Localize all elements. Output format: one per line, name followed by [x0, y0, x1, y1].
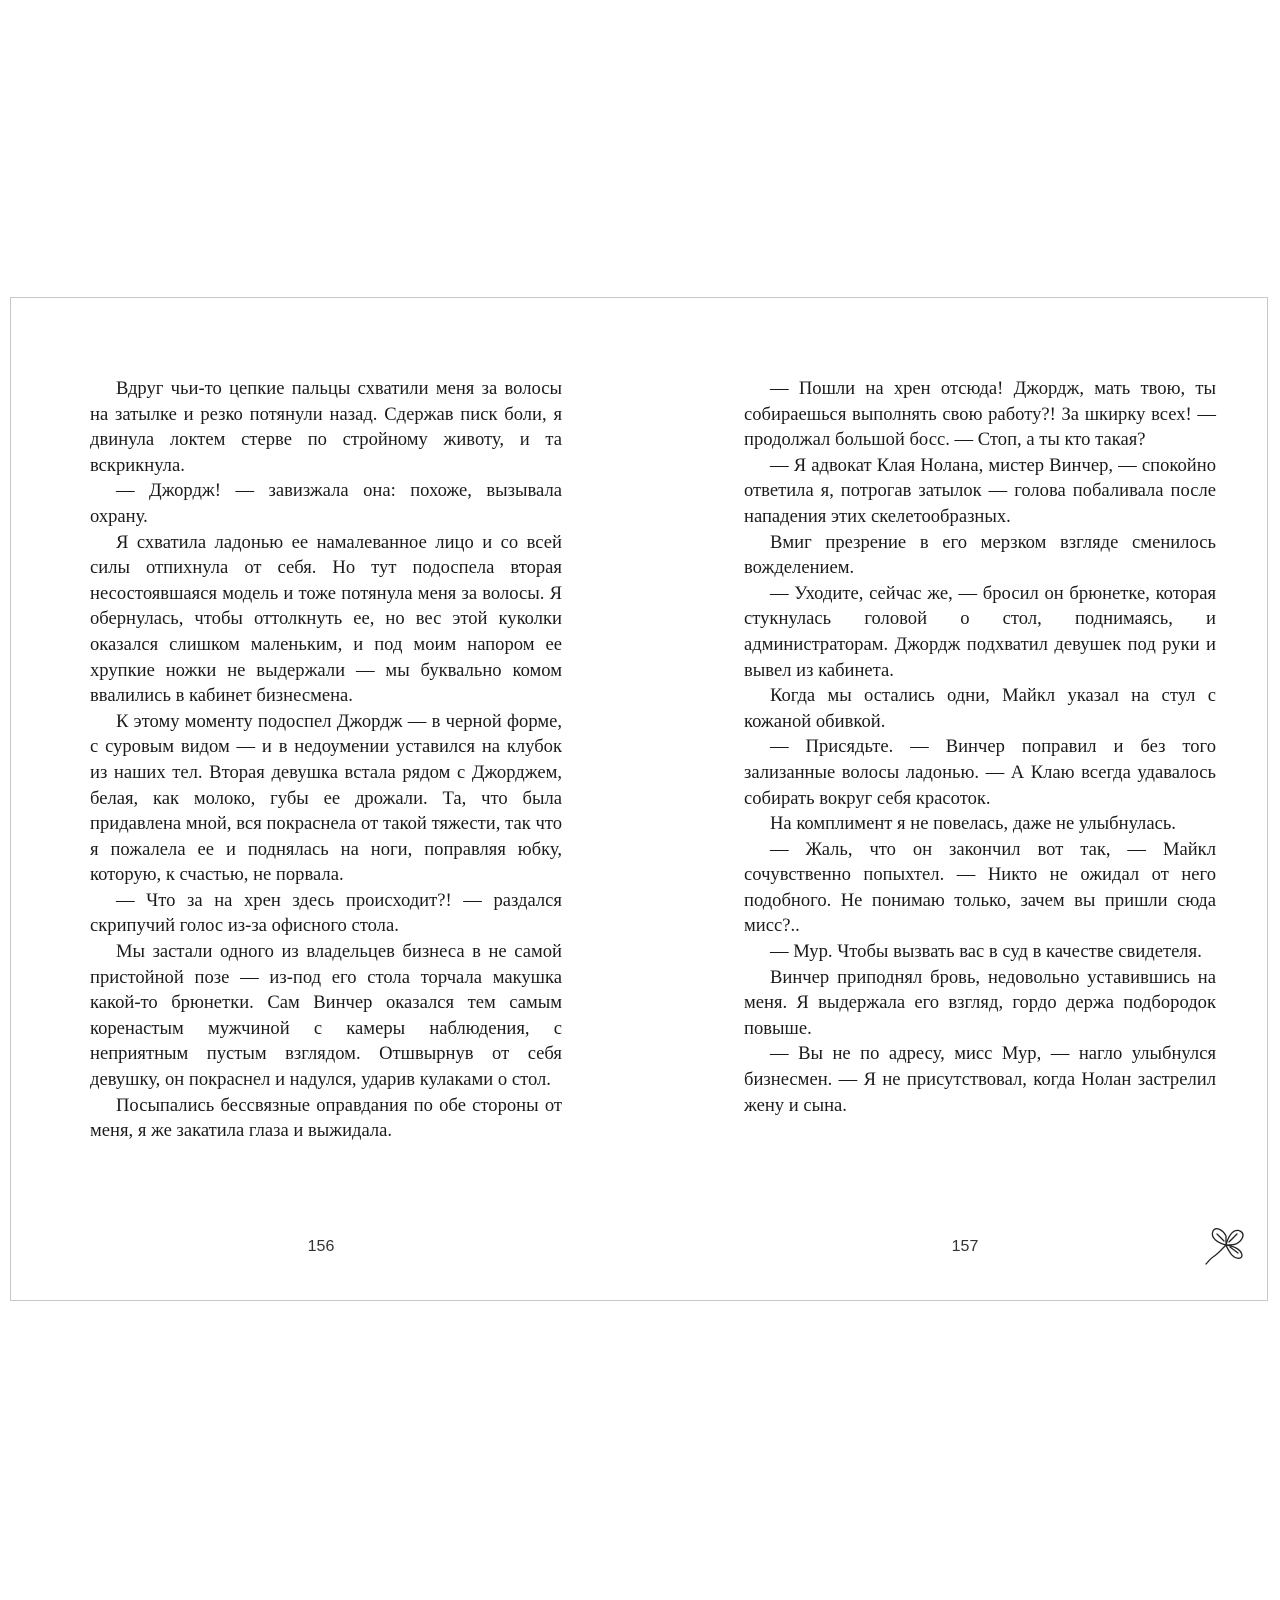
paragraph: — Жаль, что он закончил вот так, — Майкл сочувственно попыхтел. — Никто не ожидал от него подобного. Не понимаю только, зачем вы пришли сюда мисс?.. — [744, 838, 1216, 937]
paragraph: — Пошли на хрен отсюда! Джордж, мать твою, ты собираешься выполнять свою работу?! За шкирку всех! — продолжал большой босс. — Стоп, а ты кто такая? — [744, 378, 1216, 451]
paragraph: Винчер приподнял бровь, недовольно уставившись на меня. Я выдержала его взгляд, гордо держа подбородок повыше. — [744, 966, 1216, 1039]
left-page-text — [90, 376, 562, 1144]
page-number-right: 157 — [951, 1238, 979, 1255]
paragraph: На комплимент я не повелась, даже не улыбнулась. — [770, 813, 1176, 835]
paragraph: К этому моменту подоспел Джордж — в черной форме, с суровым видом — и в недоумении уставился на клубок из наших тел. Вторая девушка встала рядом с Джорджем, белая, как молоко, губы ее дрожали. Та, что была придавлена мной, вся покраснела от такой тяжести, так что я пожалела ее и поднялась на ноги, поправляя юбку, которую, к счастью, не порвала. — [90, 710, 562, 886]
paragraph: — Я адвокат Клая Нолана, мистер Винчер, — спокойно ответила я, потрогав затылок — голова побаливала после нападения этих скелетообразных. — [744, 454, 1216, 527]
right-page-text — [744, 376, 1216, 1118]
right-page — [744, 376, 1216, 1118]
clover-leaf-icon — [1204, 1223, 1252, 1265]
paragraph: Я схватила ладонью ее намалеванное лицо и со всей силы отпихнула от себя. Но тут подоспела вторая несостоявшаяся модель и тоже потянула меня за волосы. Я обернулась, чтобы оттолкнуть ее, но вес этой куколки оказался слишком маленьким, и под моим напором ее хрупкие ножки не выдержали — мы буквально комом ввалились в кабинет бизнесмена. — [90, 531, 562, 707]
paragraph: — Что за на хрен здесь происходит?! — раздался скрипучий голос из-за офисного стола. — [90, 889, 562, 937]
paragraph: Когда мы остались одни, Майкл указал на стул с кожаной обивкой. — [744, 685, 1216, 732]
paragraph: Посыпались бессвязные оправдания по обе стороны от меня, я же закатила глаза и выжидала. — [90, 1094, 562, 1142]
paragraph: — Вы не по адресу, мисс Мур, — нагло улыбнулся бизнесмен. — Я не присутствовал, когда Нолан застрелил жену и сына. — [744, 1043, 1216, 1116]
paragraph: Вмиг презрение в его мерзком взгляде сменилось вожделением. — [744, 531, 1216, 579]
paragraph: — Мур. Чтобы вызвать вас в суд в качестве свидетеля. — [770, 941, 1202, 963]
paragraph: Вдруг чьи-то цепкие пальцы схватили меня за волосы на затылке и резко потянули назад. Сдержав писк боли, я двинула локтем стерве по стройному животу, и та вскрикнула. — [90, 378, 562, 476]
paragraph: — Уходите, сейчас же, — бросил он брюнетке, которая стукнулась головой о стол, поднимаясь, и администраторам. Джордж подхватил девушек под руки и вывел из кабинета. — [744, 582, 1216, 681]
book-spread — [10, 297, 1268, 1301]
page-number-left: 156 — [307, 1238, 335, 1255]
left-page — [90, 376, 562, 1144]
paragraph: Мы застали одного из владельцев бизнеса в не самой пристойной позе — из-под его стола торчала макушка какой-то брюнетки. Сам Винчер оказался тем самым коренастым мужчиной с камеры наблюдения, с неприятным пустым взглядом. Отшвырнув от себя девушку, он покраснел и надулся, ударив кулаками о стол. — [90, 941, 562, 1091]
paragraph: — Присядьте. — Винчер поправил и без того зализанные волосы ладонью. — А Клаю всегда удавалось собирать вокруг себя красоток. — [744, 736, 1216, 809]
paragraph: — Джордж! — завизжала она: похоже, вызывала охрану. — [90, 480, 562, 527]
